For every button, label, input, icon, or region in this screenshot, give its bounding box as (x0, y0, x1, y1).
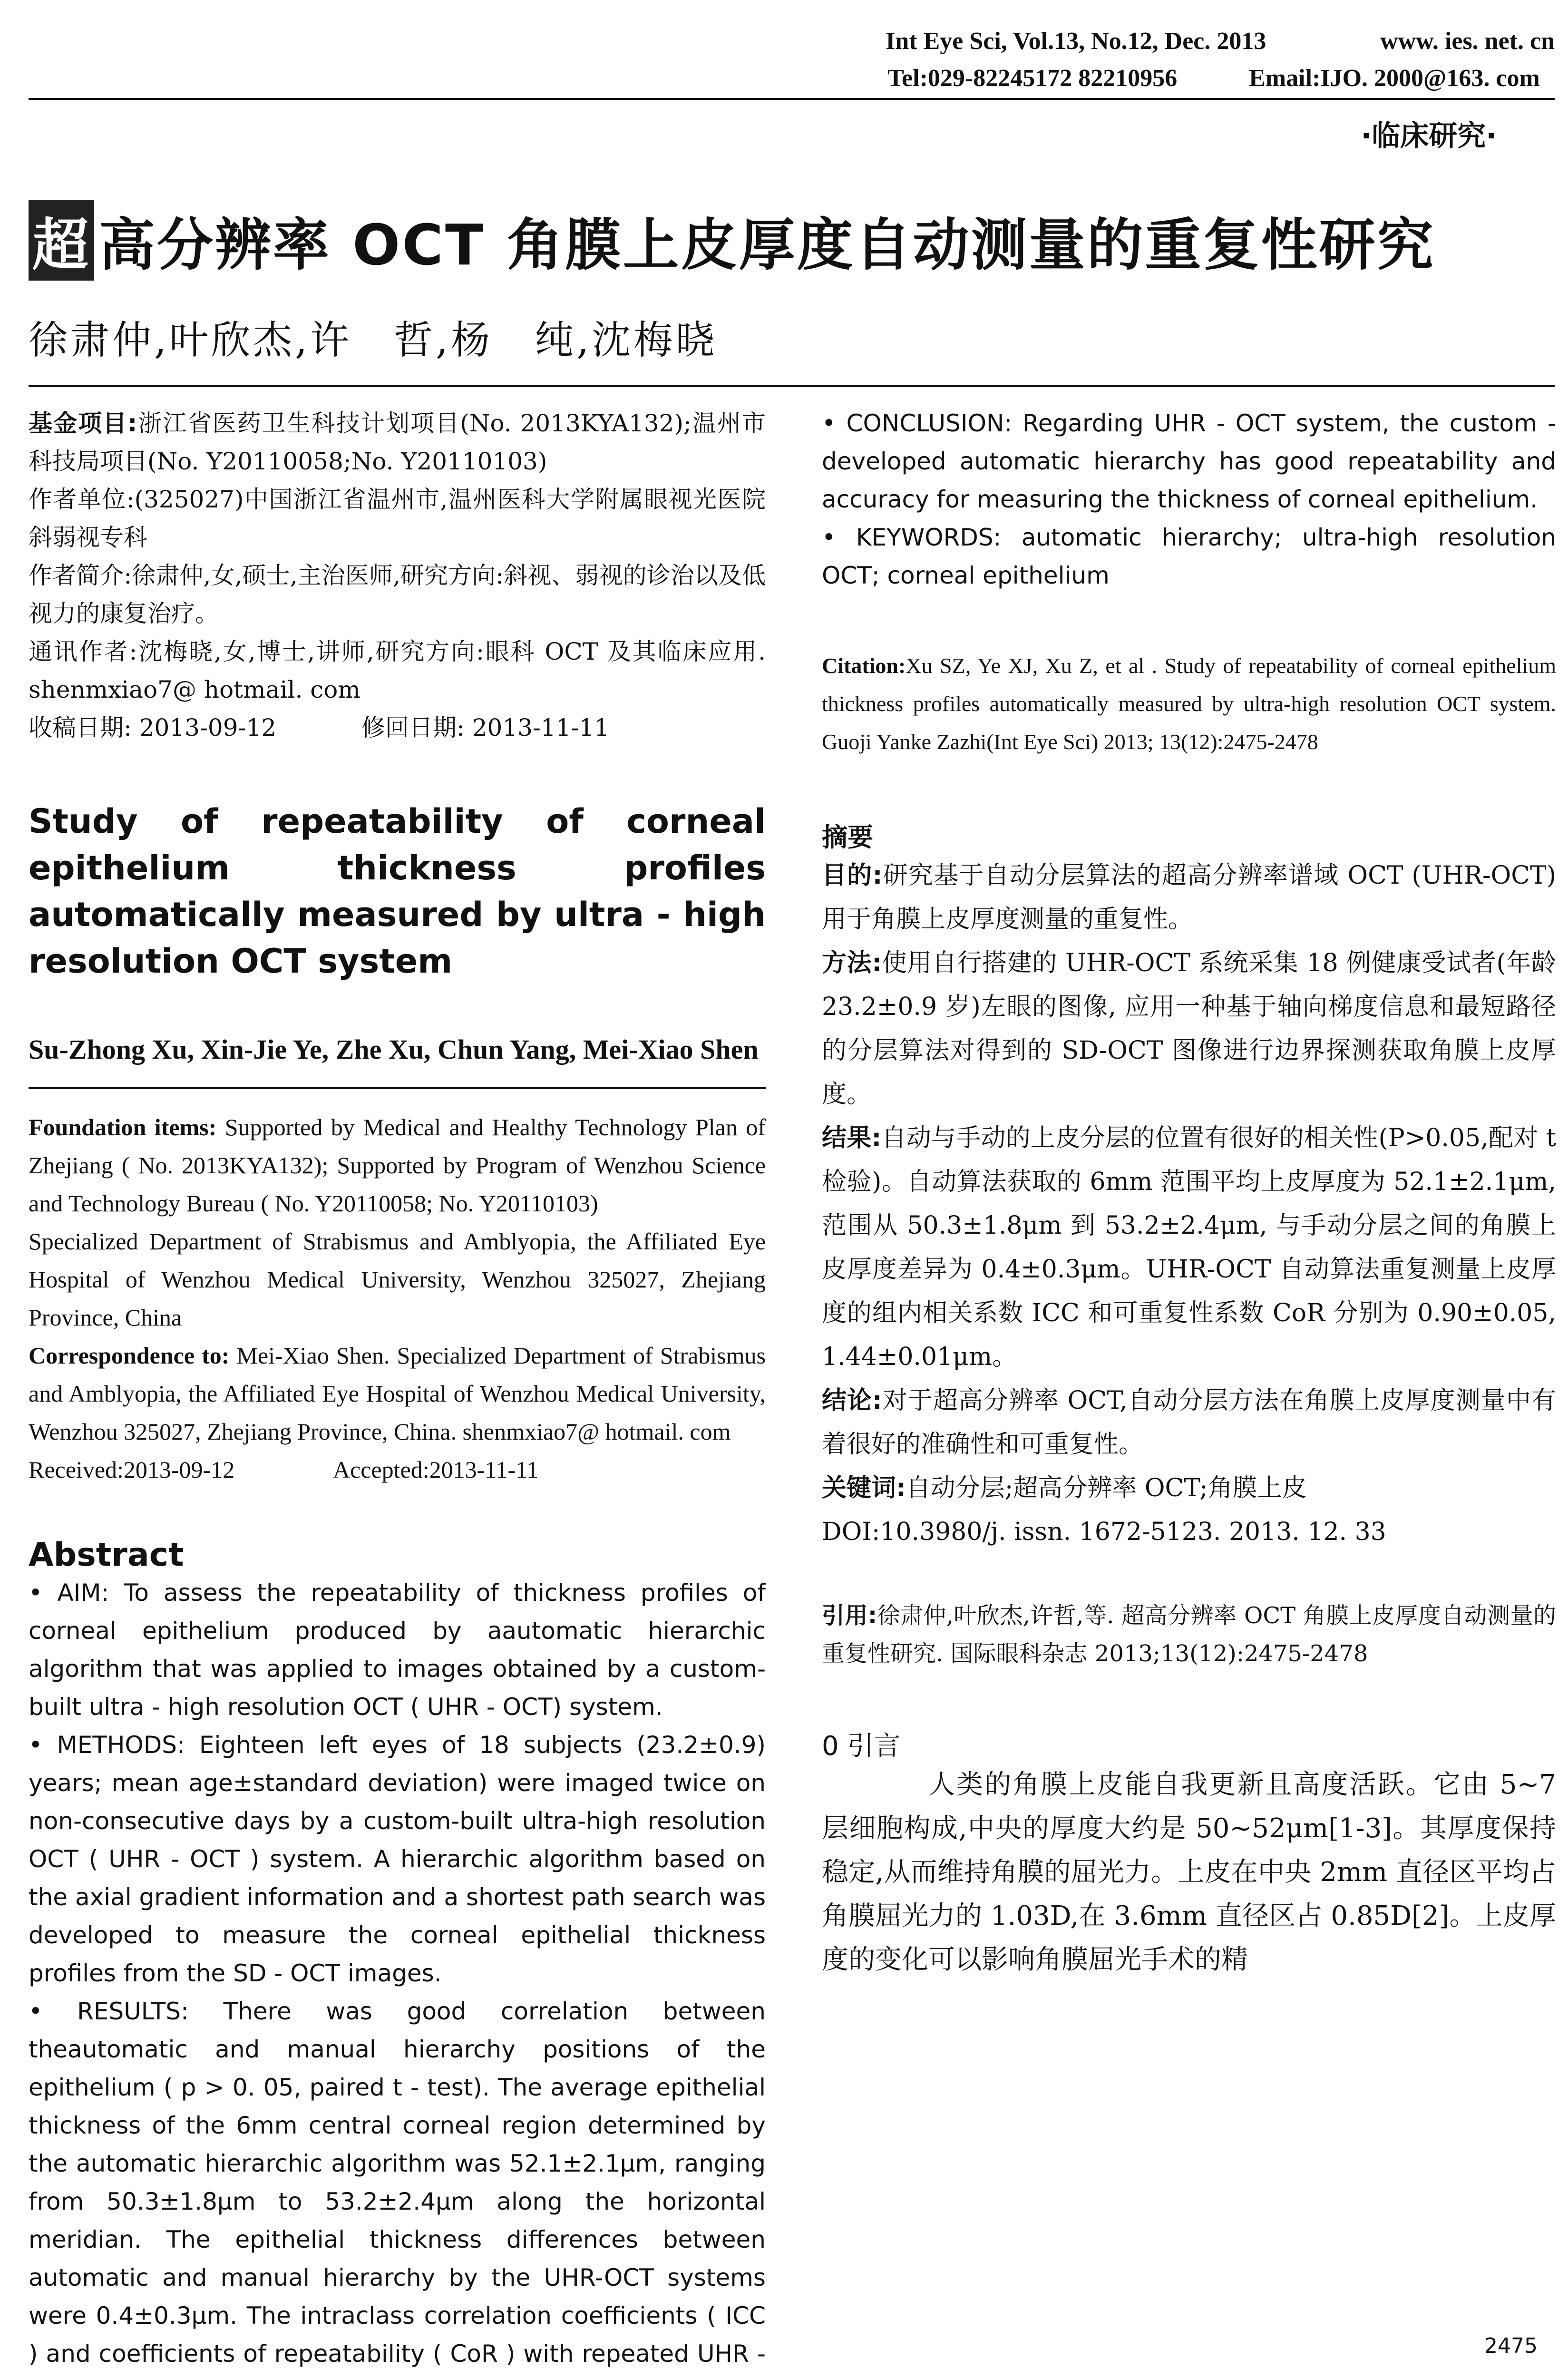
citation-text: Xu SZ, Ye XJ, Xu Z, et al . Study of repeatability of corneal epithelium thickness profiles automatically measured by ultra-high resolution OCT system. Guoji Yanke Zazhi(Int Eye Sci) 2013; 13(12):2475-2478 (822, 653, 1556, 754)
cite-cn-text: 徐肃仲,叶欣杰,许哲,等. 超高分辨率 OCT 角膜上皮厚度自动测量的重复性研究. 国际眼科杂志 2013;13(12):2475-2478 (822, 1602, 1556, 1667)
zy-methods: 使用自行搭建的 UHR-OCT 系统采集 18 例健康受试者(年龄 23.2±0.9 岁)左眼的图像, 应用一种基于轴向梯度信息和最短路径的分层算法对得到的 SD-OCT 图像进行边界探测获取角膜上皮厚度。 (822, 949, 1556, 1109)
unit: (325027)中国浙江省温州市,温州医科大学附属眼视光医院斜弱视专科 (29, 486, 766, 551)
paper-title (29, 200, 1435, 281)
zy-methods-label: 方法: (822, 949, 882, 977)
running-header (886, 23, 1555, 97)
journal-website: www. ies. net. cn (1380, 28, 1555, 55)
article-meta-cn (29, 404, 766, 747)
abstract-right (822, 404, 1556, 594)
title-boxed-char: 超 (29, 200, 94, 281)
title-rule (29, 385, 1555, 387)
zy-conclusion-label: 结论: (822, 1386, 882, 1415)
abstract-heading: Abstract (29, 1536, 184, 1574)
foundation-en (29, 1108, 766, 1489)
foundation-cn-label: 基金项目: (29, 409, 137, 437)
citation-cn (822, 1597, 1556, 1673)
abstract-results: • RESULTS: There was good correlation between theautomatic and manual hierarchy positions of the epithelium ( p > 0. 05, paired t - test). The average epithelial thickness of the 6mm central corneal region determined by the automatic hierarchic algorithm was 52.1±2.1μm, ranging from 50.3±1.8μm to 53.2±2.4μm along the horizontal meridian. The epithelial thickness differences between automatic and manual hierarchy by the UHR-OCT systems were 0.4±0.3μm. The intraclass correlation coefficients ( ICC ) and coefficients of repeatability ( CoR ) with repeated UHR - (29, 1998, 766, 2368)
journal-email: Email:IJO. 2000@163. com (1249, 65, 1540, 92)
unit-label: 作者单位: (29, 486, 135, 513)
english-title: Study of repeatability of corneal epithelium thickness profiles automatically measured by ultra - high resolution OCT system (29, 802, 766, 981)
citation-en (822, 647, 1556, 765)
bio-label: 作者简介: (29, 562, 132, 589)
zy-aim: 研究基于自动分层算法的超高分辨率谱域 OCT (UHR-OCT)用于角膜上皮厚度测量的重复性。 (822, 861, 1556, 934)
cite-cn-label: 引用: (822, 1602, 877, 1629)
journal-line: Int Eye Sci, Vol.13, No.12, Dec. 2013 (886, 28, 1266, 55)
intro-heading: 0 引言 (822, 1731, 901, 1762)
corr-en-label: Correspondence to: (29, 1342, 230, 1369)
foundation-cn: 浙江省医药卫生科技计划项目(No. 2013KYA132);温州市科技局项目(No. Y20110058;No. Y20110103) (29, 409, 766, 475)
intro-text: 人类的角膜上皮能自我更新且高度活跃。它由 5~7 层细胞构成,中央的厚度大约是 50~52μm[1-3]。其厚度保持稳定,从而维持角膜的屈光力。上皮在中央 2mm 直径区平均占角膜屈光力的 1.03D,在 3.6mm 直径区占 0.85D[2]。上皮厚度的变化可以影响角膜屈光手术的精 (822, 1769, 1556, 1975)
header-rule (29, 98, 1555, 100)
zhaiyao-heading: 摘要 (822, 822, 873, 852)
bio: 徐肃仲,女,硕士,主治医师,研究方向:斜视、弱视的诊治以及低视力的康复治疗。 (29, 562, 766, 627)
revised-cn: 修回日期: 2013-11-11 (361, 714, 610, 741)
right-column (822, 404, 1556, 1982)
abstract-left (29, 1574, 766, 2368)
abstract-keywords: • KEYWORDS: automatic hierarchy; ultra-high resolution OCT; corneal epithelium (822, 524, 1556, 589)
english-authors: Su-Zhong Xu, Xin-Jie Ye, Zhe Xu, Chun Yang, Mei-Xiao Shen (29, 1028, 766, 1089)
foundation-en-label: Foundation items: (29, 1114, 217, 1140)
citation-label: Citation: (822, 653, 906, 678)
dept-en: Specialized Department of Strabismus and Amblyopia, the Affiliated Eye Hospital of Wenzhou Medical University, Wenzhou 325027, Zhejiang Province, China (29, 1228, 766, 1331)
foundation-en-text: Supported by Medical and Healthy Technology Plan of Zhejiang ( No. 2013KYA132); Supported by Program of Wenzhou Science and Technology Bureau ( No. Y20110058; No. Y20110103) (29, 1114, 766, 1217)
zy-keywords: 自动分层;超高分辨率 OCT;角膜上皮 (906, 1474, 1307, 1502)
zy-results: 自动与手动的上皮分层的位置有很好的相关性(P>0.05,配对 t 检验)。自动算法获取的 6mm 范围平均上皮厚度为 52.1±2.1μm,范围从 50.3±1.8μm 到 53.2±2.4μm, 与手动分层之间的角膜上皮厚度差异为 0.4±0.3μm。UHR-OCT 自动算法重复测量上皮厚度的组内相关系数 ICC 和可重复性系数 CoR 分别为 0.90±0.05, 1.44±0.01μm。 (822, 1124, 1556, 1371)
abstract-conclusion: • CONCLUSION: Regarding UHR - OCT system, the custom - developed automatic hierarchy has good repeatability and accuracy for measuring the thickness of corneal epithelium. (822, 409, 1556, 513)
zy-results-label: 结果: (822, 1124, 882, 1152)
left-column (29, 404, 766, 2368)
received-en: Received:2013-09-12 (29, 1456, 235, 1483)
authors-cn: 徐肃仲,叶欣杰,许 哲,杨 纯,沈梅晓 (29, 318, 718, 363)
corr-cn-label: 通讯作者: (29, 638, 137, 665)
zhaiyao (822, 854, 1556, 1554)
section-tag: ·临床研究· (1361, 119, 1497, 153)
zy-doi: DOI:10.3980/j. issn. 1672-5123. 2013. 12. 33 (822, 1518, 1386, 1546)
title-text: 高分辨率 OCT 角膜上皮厚度自动测量的重复性研究 (99, 212, 1435, 278)
zy-aim-label: 目的: (822, 861, 883, 890)
journal-tel: Tel:029-82245172 82210956 (887, 65, 1178, 92)
corr-en: Mei-Xiao Shen. Specialized Department of Strabismus and Amblyopia, the Affiliated Eye Hospital of Wenzhou Medical University, Wenzhou 325027, Zhejiang Province, China. shenmxiao7@ hotmail. com (29, 1342, 766, 1445)
abstract-aim: • AIM: To assess the repeatability of thickness profiles of corneal epithelium produced by aautomatic hierarchic algorithm that was applied to images obtained by a custom- built ultra - high resolution OCT ( UHR - OCT) system. (29, 1579, 766, 1721)
accepted-en: Accepted:2013-11-11 (333, 1456, 539, 1483)
received-cn: 收稿日期: 2013-09-12 (29, 714, 277, 741)
zy-keywords-label: 关键词: (822, 1474, 906, 1502)
corr-cn: 沈梅晓,女,博士,讲师,研究方向:眼科 OCT 及其临床应用. shenmxiao7@ hotmail. com (29, 638, 766, 703)
zy-conclusion: 对于超高分辨率 OCT,自动分层方法在角膜上皮厚度测量中有着很好的准确性和可重复性。 (822, 1386, 1556, 1459)
page-number: 2475 (1484, 2334, 1538, 2358)
abstract-methods: • METHODS: Eighteen left eyes of 18 subjects (23.2±0.9) years; mean age±standard deviation) were imaged twice on non-consecutive days by a custom-built ultra-high resolution OCT ( UHR - OCT ) system. A hierarchic algorithm based on the axial gradient information and a shortest path search was developed to measure the corneal epithelial thickness profiles from the SD - OCT images. (29, 1731, 766, 1987)
